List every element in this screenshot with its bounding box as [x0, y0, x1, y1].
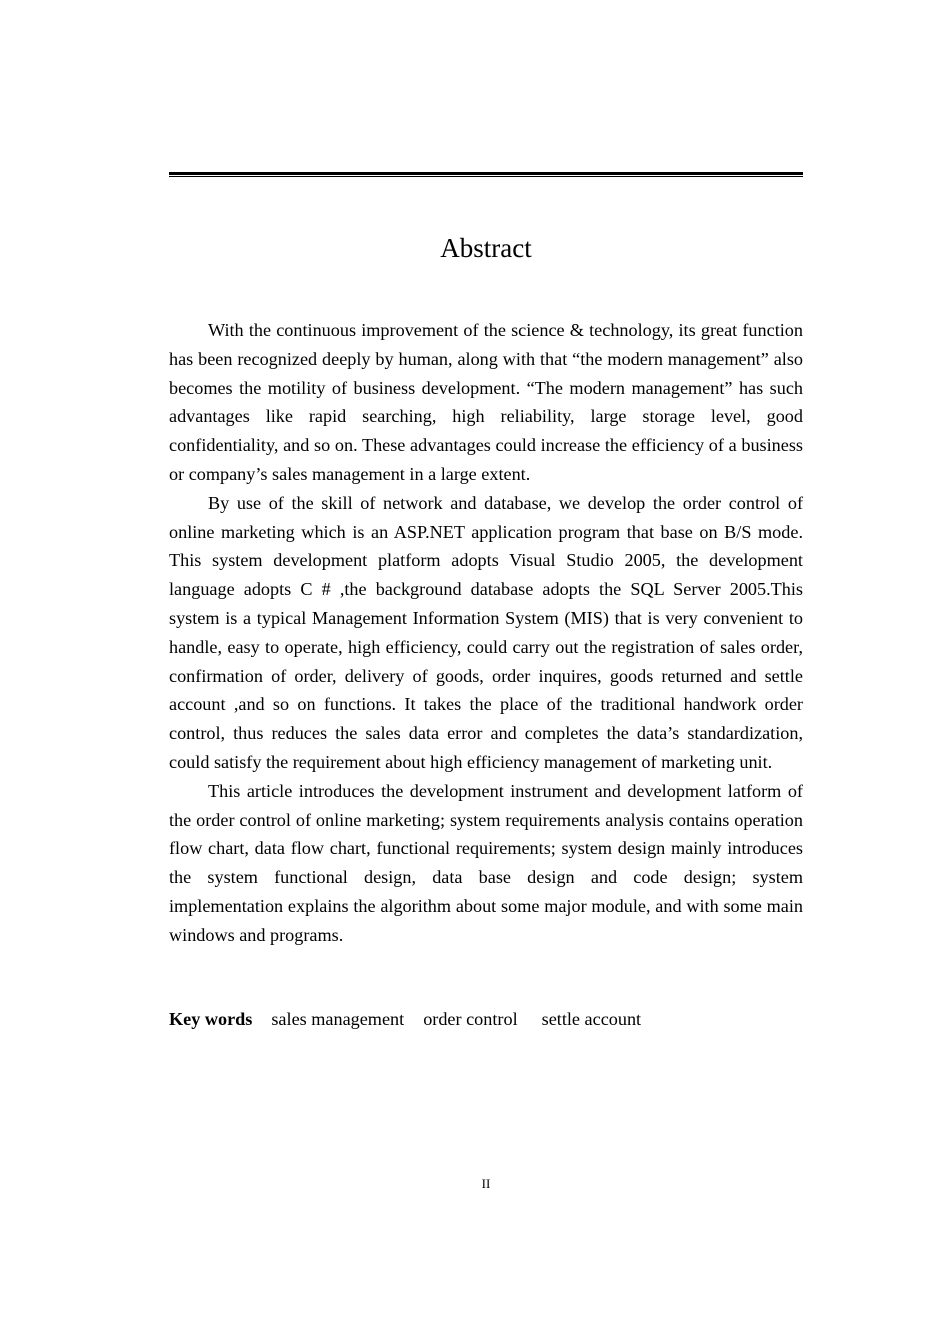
abstract-body [169, 316, 803, 950]
page-number: II [481, 1176, 491, 1191]
abstract-paragraph-2: By use of the skill of network and database, we develop the order control of online marketing which is an ASP.NET application program that base on B/S mode. This system development platform adopts Visual Studio 2005, the development language adopts C # ,the background database adopts the SQL Server 2005.This system is a typical Management Information System (MIS) that is very convenient to handle, easy to operate, high efficiency, could carry out the registration of sales order, confirmation of order, delivery of goods, order inquires, goods returned and settle account ,and so on functions. It takes the place of the traditional handwork order control, thus reduces the sales data error and completes the data’s standardization, could satisfy the requirement about high efficiency management of marketing unit. [169, 492, 803, 772]
page-title: Abstract [440, 233, 532, 263]
keyword-item: settle account [541, 1009, 642, 1029]
keywords-label: Key words [169, 1009, 253, 1029]
header-double-rule [169, 172, 803, 177]
abstract-paragraph-3: This article introduces the development instrument and development latform of the order control of online marketing; system requirements analysis contains operation flow chart, data flow chart, functional requirements; system design mainly introduces the system functional design, data base design and code design; system implementation explains the algorithm about some major module, and with some main windows and programs. [169, 780, 803, 945]
keywords-line [169, 1005, 803, 1033]
abstract-paragraph-1: With the continuous improvement of the science & technology, its great function has been recognized deeply by human, along with that “the modern management” also becomes the motility of business development. “The modern management” has such advantages like rapid searching, high reliability, large storage level, good confidentiality, and so on. These advantages could increase the efficiency of a business or company’s sales management in a large extent. [169, 320, 803, 484]
keyword-item: sales management [271, 1009, 405, 1029]
keyword-item: order control [423, 1009, 518, 1029]
